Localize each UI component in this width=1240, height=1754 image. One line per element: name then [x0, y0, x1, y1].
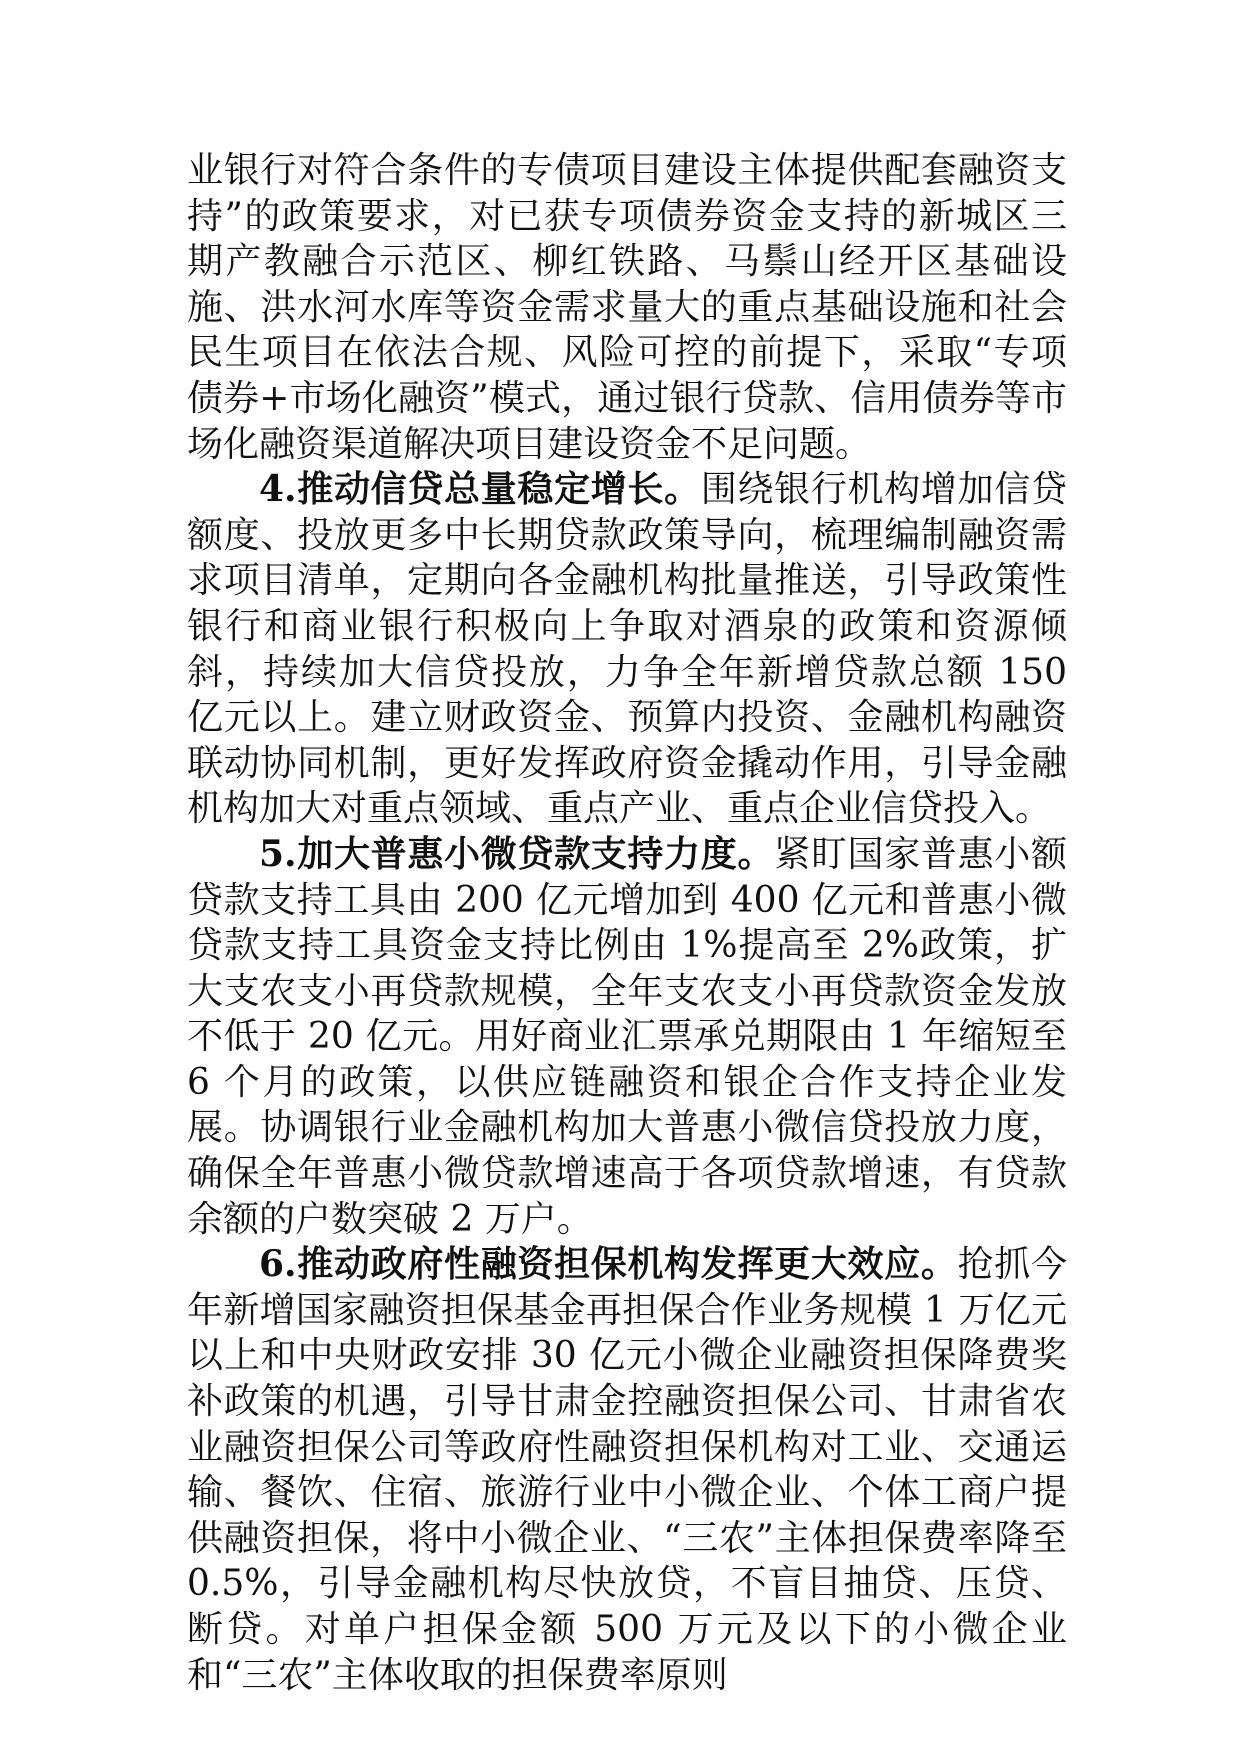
- section-heading: 5.加大普惠小微贷款支持力度。: [259, 832, 775, 875]
- paragraph-text: 业银行对符合条件的专债项目建设主体提供配套融资支持”的政策要求，对已获专项债券资金支持的新城区三期产教融合示范区、柳红铁路、马鬃山经开区基础设施、洪水河水库等资金需求量大的重点基础设施和社会民生项目在依法合规、风险可控的前提下，采取“专项债券+市场化融资”模式，通过银行贷款、信用债券等市场化融资渠道解决项目建设资金不足问题。: [187, 150, 1067, 465]
- paragraph-section-5: [187, 832, 1067, 1242]
- paragraph-text: 抢抓今年新增国家融资担保基金再担保合作业务规模 1 万亿元以上和中央财政安排 30 亿元小微企业融资担保降费奖补政策的机遇，引导甘肃金控融资担保公司、甘肃省农业融资担保公司等政府性融资担保机构对工业、交通运输、餐饮、住宿、旅游行业中小微企业、个体工商户提供融资担保，将中小微企业、“三农”主体担保费率降至 0.5%，引导金融机构尽快放贷，不盲目抽贷、压贷、断贷。对单户担保金额 500 万元及以下的小微企业和“三农”主体收取的担保费率原则: [187, 1244, 1067, 1696]
- paragraph-text: 围绕银行机构增加信贷额度、投放更多中长期贷款政策导向，梳理编制融资需求项目清单，定期向各金融机构批量推送，引导政策性银行和商业银行积极向上争取对酒泉的政策和资源倾斜，持续加大信贷投放，力争全年新增贷款总额 150 亿元以上。建立财政资金、预算内投资、金融机构融资联动协同机制，更好发挥政府资金撬动作用，引导金融机构加大对重点领域、重点产业、重点企业信贷投入。: [187, 469, 1067, 830]
- paragraph-text: 紧盯国家普惠小额贷款支持工具由 200 亿元增加到 400 亿元和普惠小微贷款支持工具资金支持比例由 1%提高至 2%政策，扩大支农支小再贷款规模，全年支农支小再贷款资金发放不低于 20 亿元。用好商业汇票承兑期限由 1 年缩短至 6 个月的政策，以供应链融资和银企合作支持企业发展。协调银行业金融机构加大普惠小微信贷投放力度，确保全年普惠小微贷款增速高于各项贷款增速，有贷款余额的户数突破 2 万户。: [187, 833, 1067, 1240]
- document-page: [187, 148, 1067, 1698]
- paragraph-section-4: [187, 467, 1067, 832]
- section-heading: 4.推动信贷总量稳定增长。: [259, 468, 701, 511]
- section-heading: 6.推动政府性融资担保机构发挥更大效应。: [259, 1243, 958, 1286]
- paragraph-section-6: [187, 1242, 1067, 1698]
- paragraph-continuation: [187, 148, 1067, 467]
